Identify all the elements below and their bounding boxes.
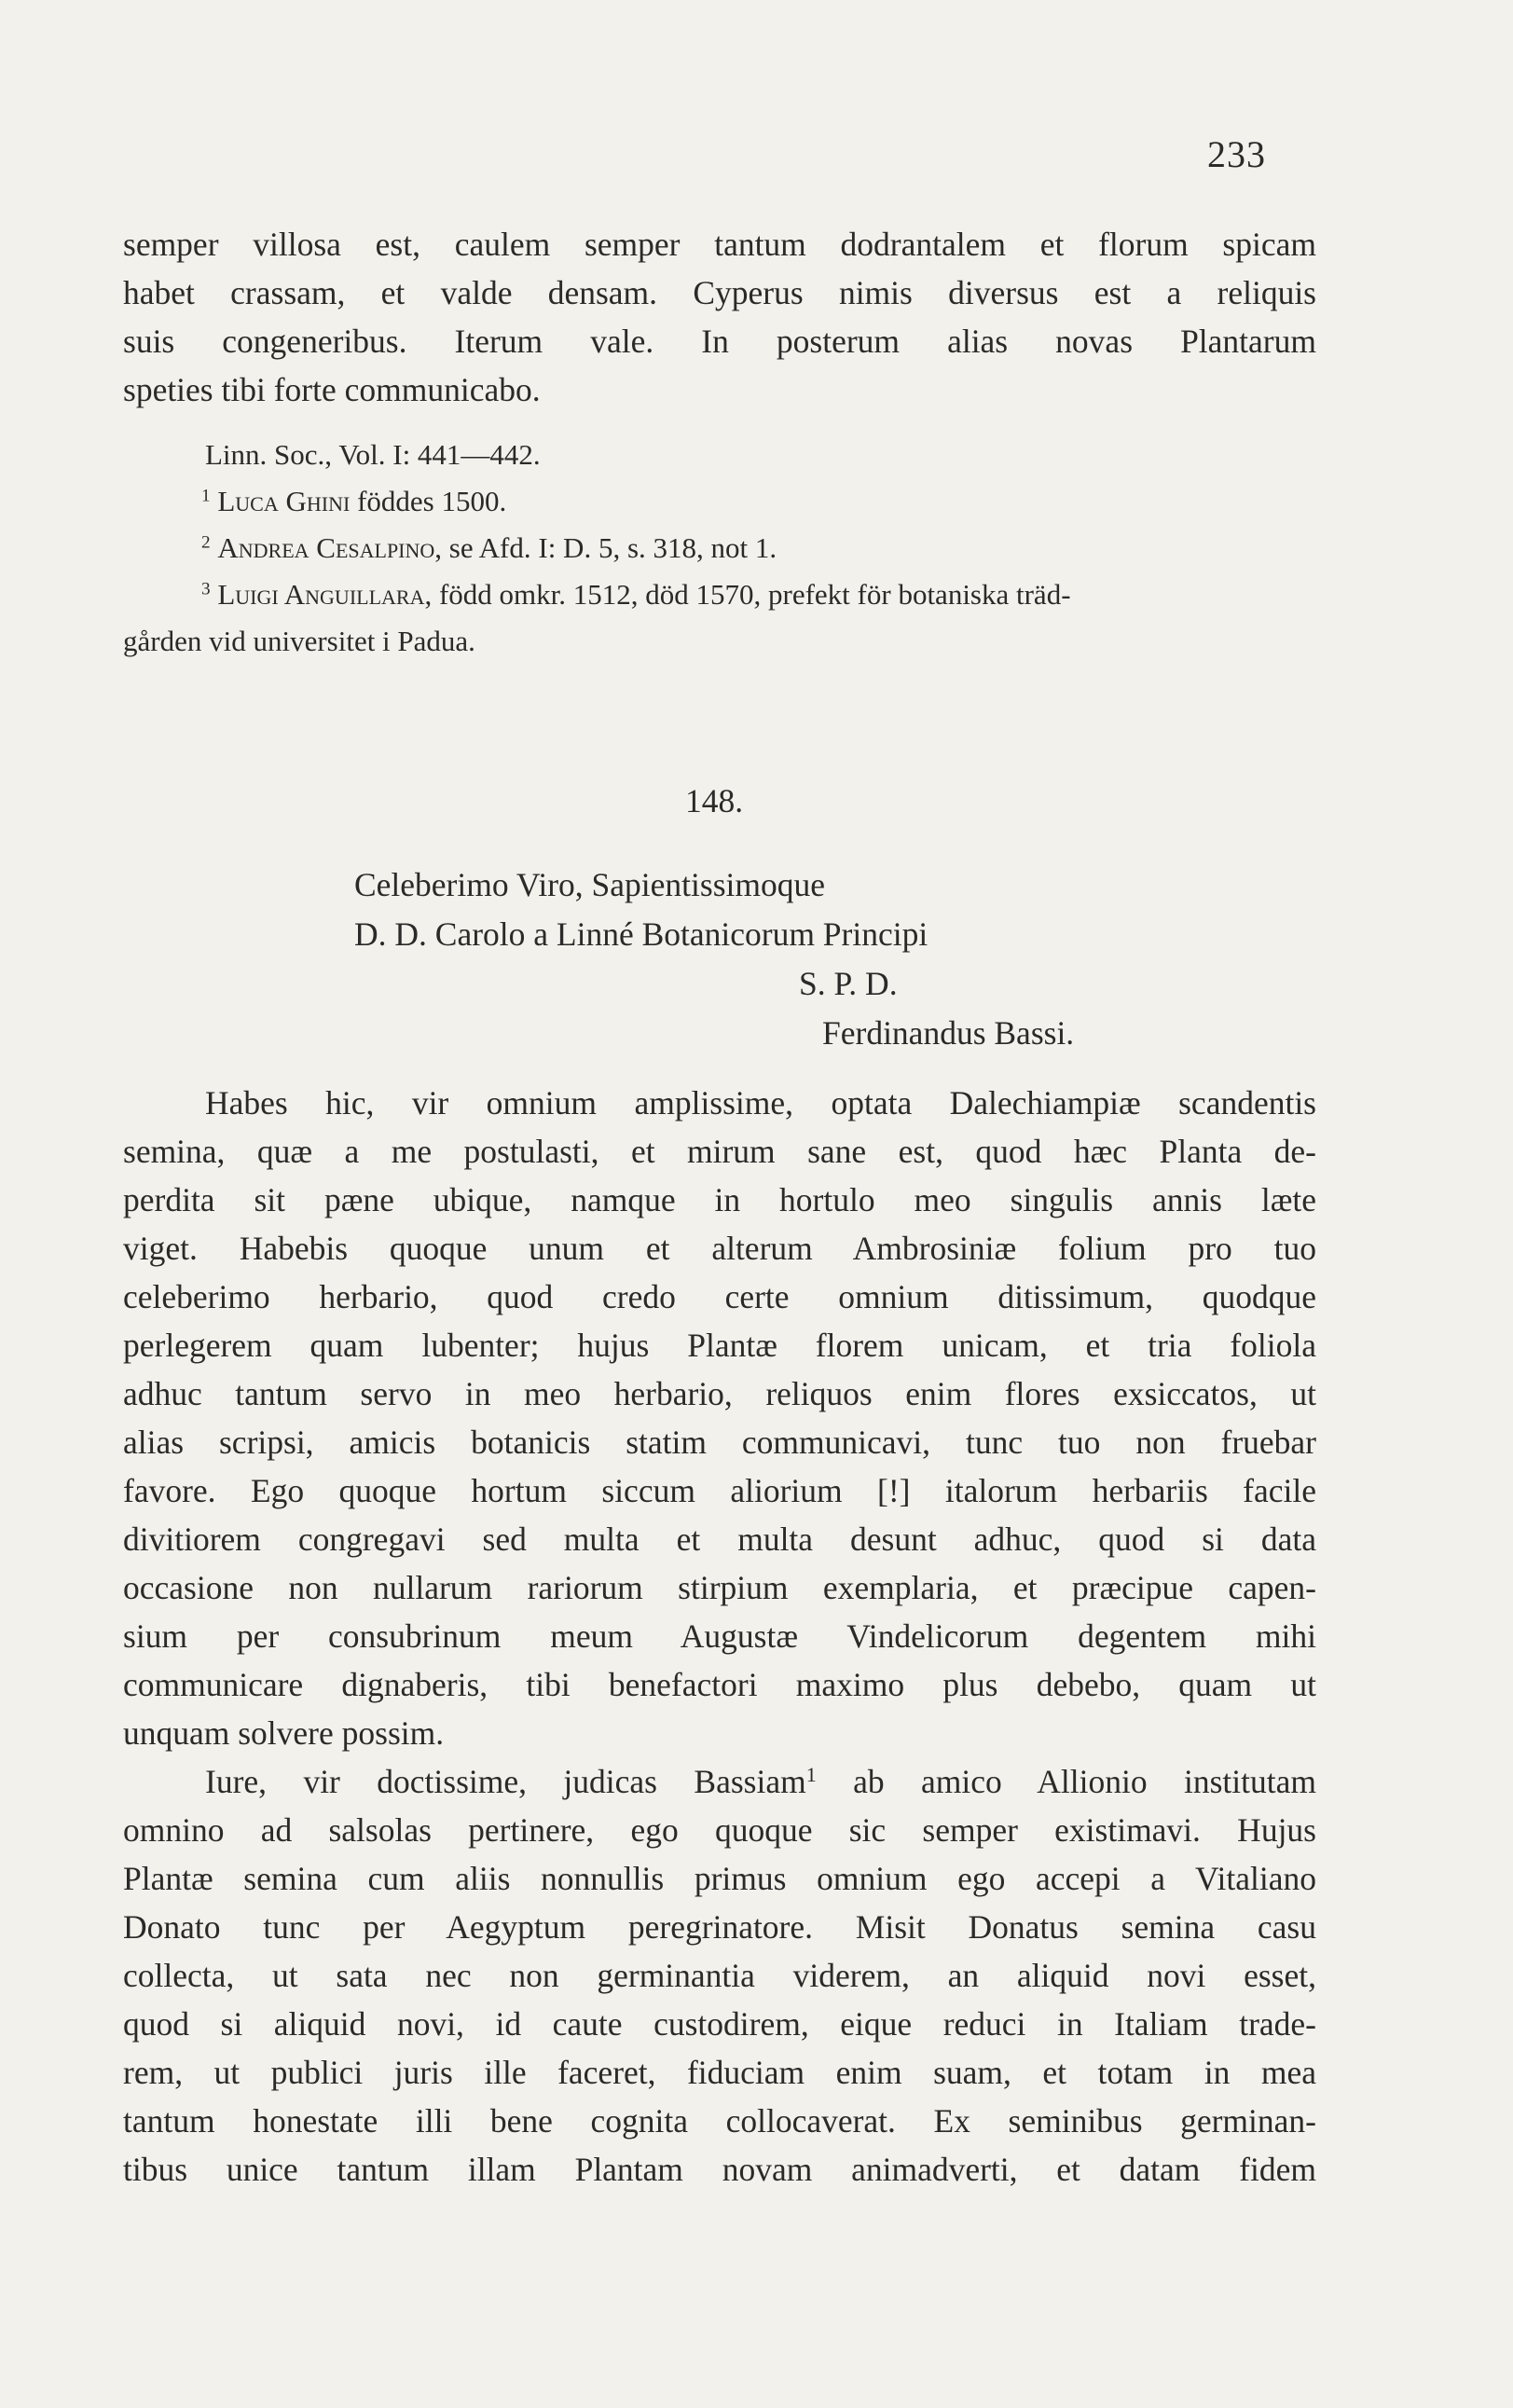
footnote-mark: 3 [201, 579, 211, 599]
footnote-1 [123, 478, 1316, 525]
footnote-person: Andrea Cesalpino [217, 531, 435, 564]
footnote-mark: 1 [201, 486, 211, 506]
body-line: divitiorem congregavi sed multa et multa desunt adhuc, quod si data [123, 1520, 1316, 1558]
footnote-mark: 2 [201, 532, 211, 553]
body-text: ab amico Allionio institutam [816, 1763, 1316, 1800]
footnote-text: , född omkr. 1512, död 1570, prefekt för botaniska träd- [424, 578, 1071, 611]
body-line: occasione non nullarum rariorum stirpium exemplaria, et præcipue capen- [123, 1569, 1316, 1606]
footnotes [123, 432, 1316, 665]
body-line: communicare dignaberis, tibi benefactori maximo plus debebo, quam ut [123, 1666, 1316, 1703]
footnote-3-continuation: gården vid universitet i Padua. [123, 625, 475, 657]
body-line: Donato tunc per Aegyptum peregrinatore. Misit Donatus semina casu [123, 1908, 1316, 1946]
letter-number: 148. [685, 782, 744, 819]
salutation-line-3: S. P. D. [799, 965, 898, 1002]
footnote-person: Luca Ghini [217, 485, 351, 517]
salutation-line-1: Celeberimo Viro, Sapientissimoque [354, 866, 825, 903]
body-line: adhuc tantum servo in meo herbario, reliquos enim flores exsiccatos, ut [123, 1375, 1316, 1412]
source-reference: Linn. Soc., Vol. I: 441—442. [205, 438, 541, 471]
text-line: speties tibi forte communicabo. [123, 371, 541, 408]
letter-sender: Ferdinandus Bassi. [822, 1014, 1075, 1052]
body-line: sium per consubrinum meum Augustæ Vindelicorum degentem mihi [123, 1617, 1316, 1655]
body-line [123, 1757, 1316, 1806]
body-line: tibus unice tantum illam Plantam novam animadverti, et datam fidem [123, 2151, 1316, 2188]
page-number: 233 [1207, 133, 1266, 175]
body-line: omnino ad salsolas pertinere, ego quoque sic semper existimavi. Hujus [123, 1811, 1316, 1849]
body-line: perdita sit pæne ubique, namque in hortulo meo singulis annis læte [123, 1181, 1316, 1218]
text-line: habet crassam, et valde densam. Cyperus nimis diversus est a reliquis [123, 274, 1316, 311]
footnote-person: Luigi Anguillara [217, 578, 425, 611]
body-line: viget. Habebis quoque unum et alterum Ambrosiniæ folium pro tuo [123, 1230, 1316, 1267]
footnote-2 [123, 525, 1316, 571]
footnote-mark: 1 [805, 1762, 817, 1786]
body-line: collecta, ut sata nec non germinantia viderem, an aliquid novi esset, [123, 1957, 1316, 1994]
body-line: semina, quæ a me postulasti, et mirum sane est, quod hæc Planta de- [123, 1133, 1316, 1170]
footnote-3 [123, 571, 1316, 618]
body-text: Iure, vir doctissime, judicas Bassiam [205, 1763, 806, 1800]
footnote-text: föddes 1500. [350, 485, 507, 517]
text-line: suis congeneribus. Iterum vale. In posterum alias novas Plantarum [123, 323, 1316, 360]
letter-body [123, 1079, 1316, 2194]
body-line: favore. Ego quoque hortum siccum aliorium [!] italorum herbariis facile [123, 1472, 1316, 1509]
text-line: semper villosa est, caulem semper tantum dodrantalem et florum spicam [123, 226, 1316, 263]
body-line: perlegerem quam lubenter; hujus Plantæ florem unicam, et tria foliola [123, 1327, 1316, 1364]
previous-letter-ending [123, 220, 1316, 414]
body-line: Habes hic, vir omnium amplissime, optata Dalechiampiæ scandentis [205, 1084, 1316, 1121]
body-line: Plantæ semina cum aliis nonnullis primus omnium ego accepi a Vitaliano [123, 1860, 1316, 1897]
body-line: rem, ut publici juris ille faceret, fiduciam enim suam, et totam in mea [123, 2054, 1316, 2091]
body-line: tantum honestate illi bene cognita collocaverat. Ex seminibus germinan- [123, 2102, 1316, 2140]
body-line: unquam solvere possim. [123, 1714, 445, 1752]
salutation-line-2: D. D. Carolo a Linné Botanicorum Principi [354, 915, 928, 953]
footnote-text: , se Afd. I: D. 5, s. 318, not 1. [434, 531, 777, 564]
body-line: quod si aliquid novi, id caute custodirem, eique reduci in Italiam trade- [123, 2005, 1316, 2043]
body-line: celeberimo herbario, quod credo certe omnium ditissimum, quodque [123, 1278, 1316, 1315]
body-line: alias scripsi, amicis botanicis statim communicavi, tunc tuo non fruebar [123, 1424, 1316, 1461]
